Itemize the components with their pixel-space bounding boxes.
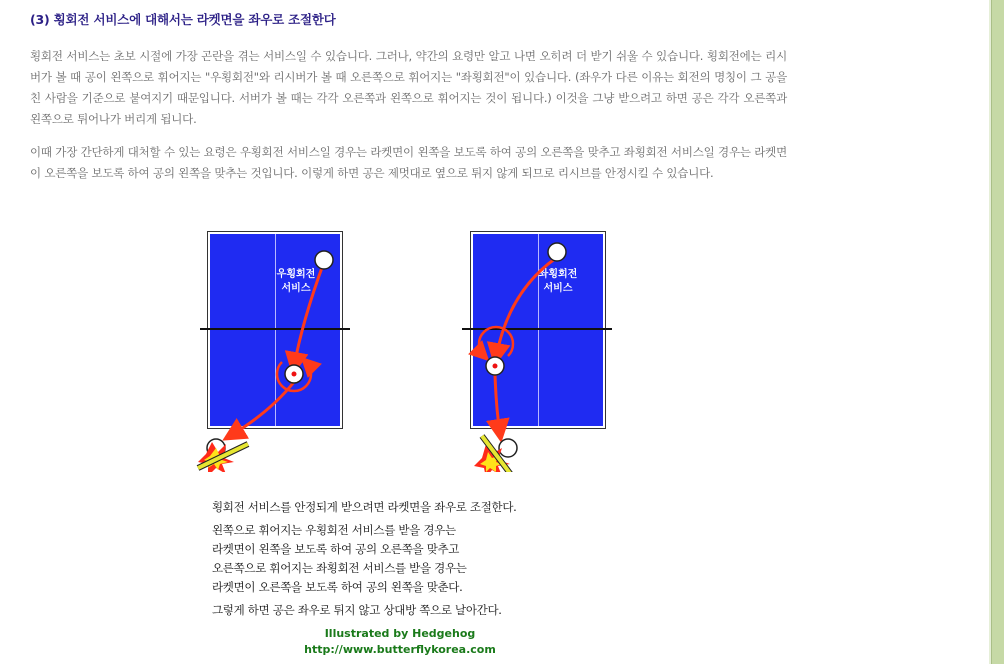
left-trajectory [230, 262, 324, 436]
ball-start-icon [315, 251, 333, 269]
label-line-1: 좌횡회전 [538, 269, 578, 280]
caption-line-6: 그렇게 하면 공은 좌우로 튀지 않고 상대방 쪽으로 날아간다. [212, 603, 502, 617]
ball-start-icon [548, 243, 566, 261]
figure-caption [212, 498, 592, 620]
credit-author: Illustrated by Hedgehog [324, 627, 476, 640]
paragraph-1: 횡회전 서비스는 초보 시절에 가장 곤란을 겪는 서비스일 수 있습니다. 그러나, 약간의 요령만 알고 나면 오히려 더 받기 쉬울 수 있습니다. 횡회전에는 리시버가 볼 때 공이 왼쪽으로 휘어지는 "우횡회전"와 리시버가 볼 때 오른쪽으로 휘어지는 "좌횡회전"이 있습니다. (좌우가 다른 이유는 회전의 명칭이 그 공을 친 사람을 기준으로 붙여지기 때문입니다. 서버가 볼 때는 각각 오른쪽과 왼쪽으로 휘어지는 것이 됩니다.) 이것을 그냥 받으려고 하면 공은 각각 오른쪽과 왼쪽으로 튀어나가 버리게 됩니다. [30, 49, 787, 126]
caption-line-4: 오른쪽으로 휘어지는 좌횡회전 서비스를 받을 경우는 [212, 561, 467, 575]
caption-line-2: 왼쪽으로 휘어지는 우횡회전 서비스를 받을 경우는 [212, 523, 456, 537]
illustration [190, 222, 620, 472]
spin-dot-icon [292, 372, 297, 377]
trajectory-drawing [190, 222, 620, 472]
paragraph-2: 이때 가장 간단하게 대처할 수 있는 요령은 우횡회전 서비스일 경우는 라켓면이 왼쪽을 보도록 하여 공의 오른쪽을 맞추고 좌횡회전 서비스일 경우는 라켓면이 오른쪽을 보도록 하여 공의 왼쪽을 맞추는 것입니다. 이렇게 하면 공은 제멋대로 옆으로 튀지 않게 되므로 리시브를 안정시킬 수 있습니다. [30, 145, 787, 180]
caption-line-5: 라켓면이 오른쪽을 보도록 하여 공의 왼쪽을 맞춘다. [212, 580, 463, 594]
section-heading: (3) 횡회전 서비스에 대해서는 라켓면을 좌우로 조절한다 [30, 12, 336, 27]
right-trajectory [479, 258, 556, 434]
ball-contact-icon [499, 439, 517, 457]
caption-line-3: 라켓면이 왼쪽을 보도록 하여 공의 오른쪽을 맞추고 [212, 542, 460, 556]
page-border-right [991, 0, 1004, 664]
credit-link[interactable]: http://www.butterflykorea.com [304, 643, 496, 656]
caption-line-1: 횡회전 서비스를 안정되게 받으려면 라켓면을 좌우로 조절한다. [212, 500, 517, 514]
illustration-credit [290, 626, 510, 658]
label-line-1: 우횡회전 [276, 269, 316, 280]
spin-dot-icon [493, 364, 498, 369]
label-line-2: 서비스 [543, 283, 573, 294]
label-line-2: 서비스 [281, 283, 311, 294]
